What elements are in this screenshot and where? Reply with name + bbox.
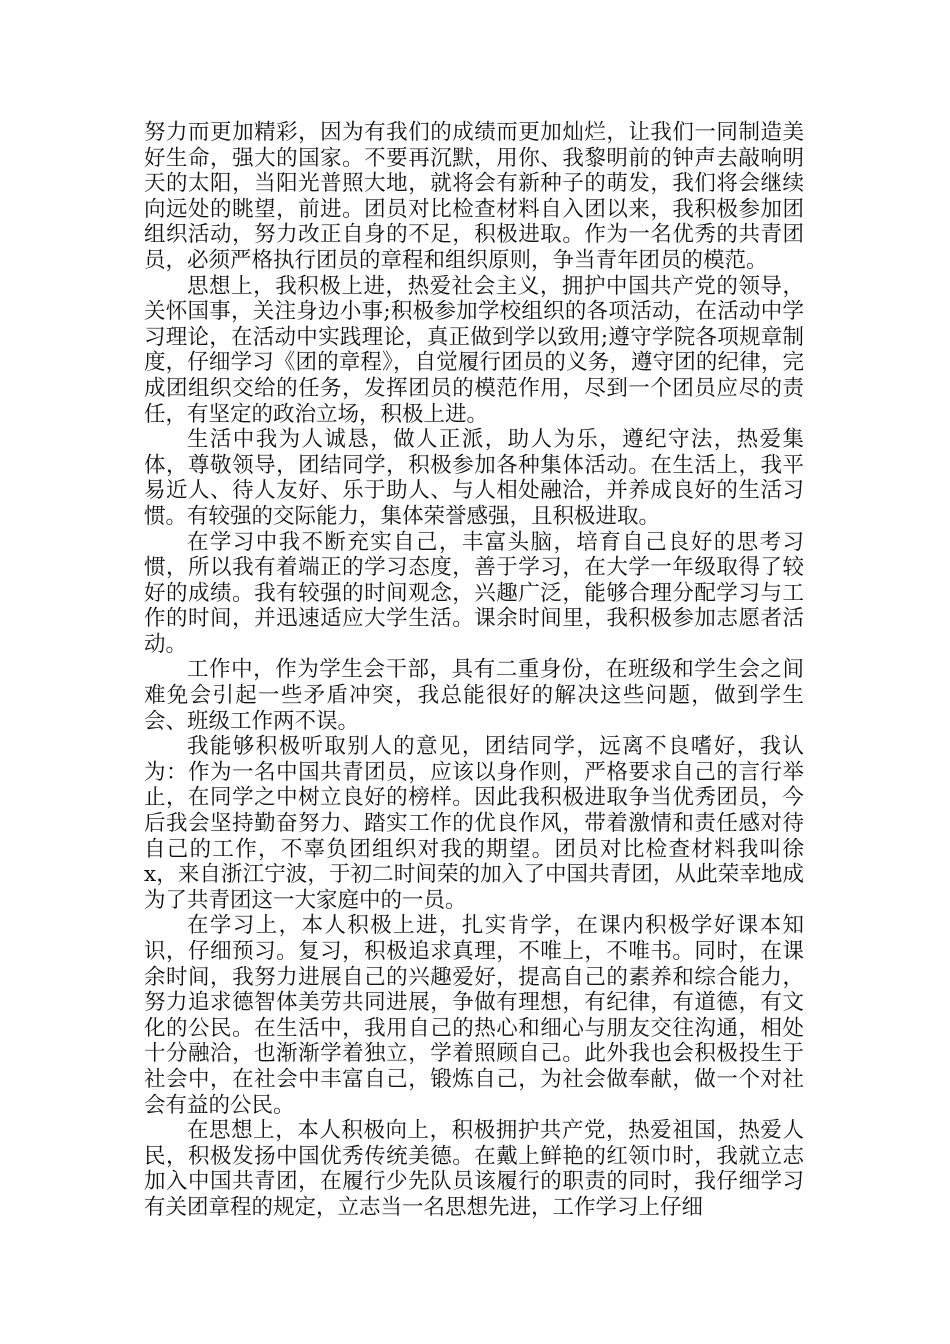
paragraph-1: 努力而更加精彩，因为有我们的成绩而更加灿烂，让我们一同制造美好生命，强大的国家。不要再沉默，用你、我黎明前的钟声去敲响明天的太阳，当阳光普照大地，就将会有新种子的萌发，我们将会继续向远处的眺望，前进。团员对比检查材料自入团以来，我积极参加团组织活动，努力改正自身的不足，积极进取。作为一名优秀的共青团员，必须严格执行团员的章程和组织原则，争当青年团员的模范。 (144, 120, 804, 273)
paragraph-2: 思想上，我积极上进，热爱社会主义，拥护中国共产党的领导，关怀国事，关注身边小事;积极参加学校组织的各项活动，在活动中学习理论，在活动中实践理论，真正做到学以致用;遵守学院各项规章制度，仔细学习《团的章程》，自觉履行团员的义务，遵守团的纪律，完成团组织交给的任务，发挥团员的模范作用，尽到一个团员应尽的责任，有坚定的政治立场，积极上进。 (144, 273, 804, 427)
paragraph-7: 在学习上，本人积极上进，扎实肯学，在课内积极学好课本知识，仔细预习。复习，积极追求真理，不唯上，不唯书。同时，在课余时间，我努力进展自己的兴趣爱好，提高自己的素养和综合能力，努力追求德智体美劳共同进展，争做有理想，有纪律，有道德，有文化的公民。在生活中，我用自己的热心和细心与朋友交往沟通，相处十分融洽，也渐渐学着独立，学着照顾自己。此外我也会积极投生于社会中，在社会中丰富自己，锻炼自己，为社会做奉献，做一个对社会有益的公民。 (144, 913, 804, 1118)
paragraph-4: 在学习中我不断充实自己，丰富头脑，培育自己良好的思考习惯，所以我有着端正的学习态度，善于学习，在大学一年级取得了较好的成绩。我有较强的时间观念，兴趣广泛，能够合理分配学习与工作的时间，并迅速适应大学生活。课余时间里，我积极参加志愿者活动。 (144, 529, 804, 657)
paragraph-6: 我能够积极听取别人的意见，团结同学，远离不良嗜好，我认为：作为一名中国共青团员，应该以身作则，严格要求自己的言行举止，在同学之中树立良好的榜样。因此我积极进取争当优秀团员，今后我会坚持勤奋努力、踏实工作的优良作风，带着激情和责任感对待自己的工作，不辜负团组织对我的期望。团员对比检查材料我叫徐 x，来自浙江宁波，于初二时间荣的加入了中国共青团，从此荣幸地成为了共青团这一大家庭中的一员。 (144, 734, 804, 913)
paragraph-5: 工作中，作为学生会干部，具有二重身份，在班级和学生会之间难免会引起一些矛盾冲突，我总能很好的解决这些问题，做到学生会、班级工作两不误。 (144, 657, 804, 734)
paragraph-8: 在思想上，本人积极向上，积极拥护共产党，热爱祖国，热爱人民，积极发扬中国优秀传统美德。在戴上鲜艳的红领巾时，我就立志加入中国共青团，在履行少先队员该履行的职责的同时，我仔细学习有关团章程的规定，立志当一名思想先进，工作学习上仔细 (144, 1118, 804, 1220)
document-body (144, 120, 804, 1221)
paragraph-3: 生活中我为人诚恳，做人正派，助人为乐，遵纪守法，热爱集体，尊敬领导，团结同学，积极参加各种集体活动。在生活上，我平易近人、待人友好、乐于助人、与人相处融洽，并养成良好的生活习惯。有较强的交际能力，集体荣誉感强，且积极进取。 (144, 427, 804, 529)
